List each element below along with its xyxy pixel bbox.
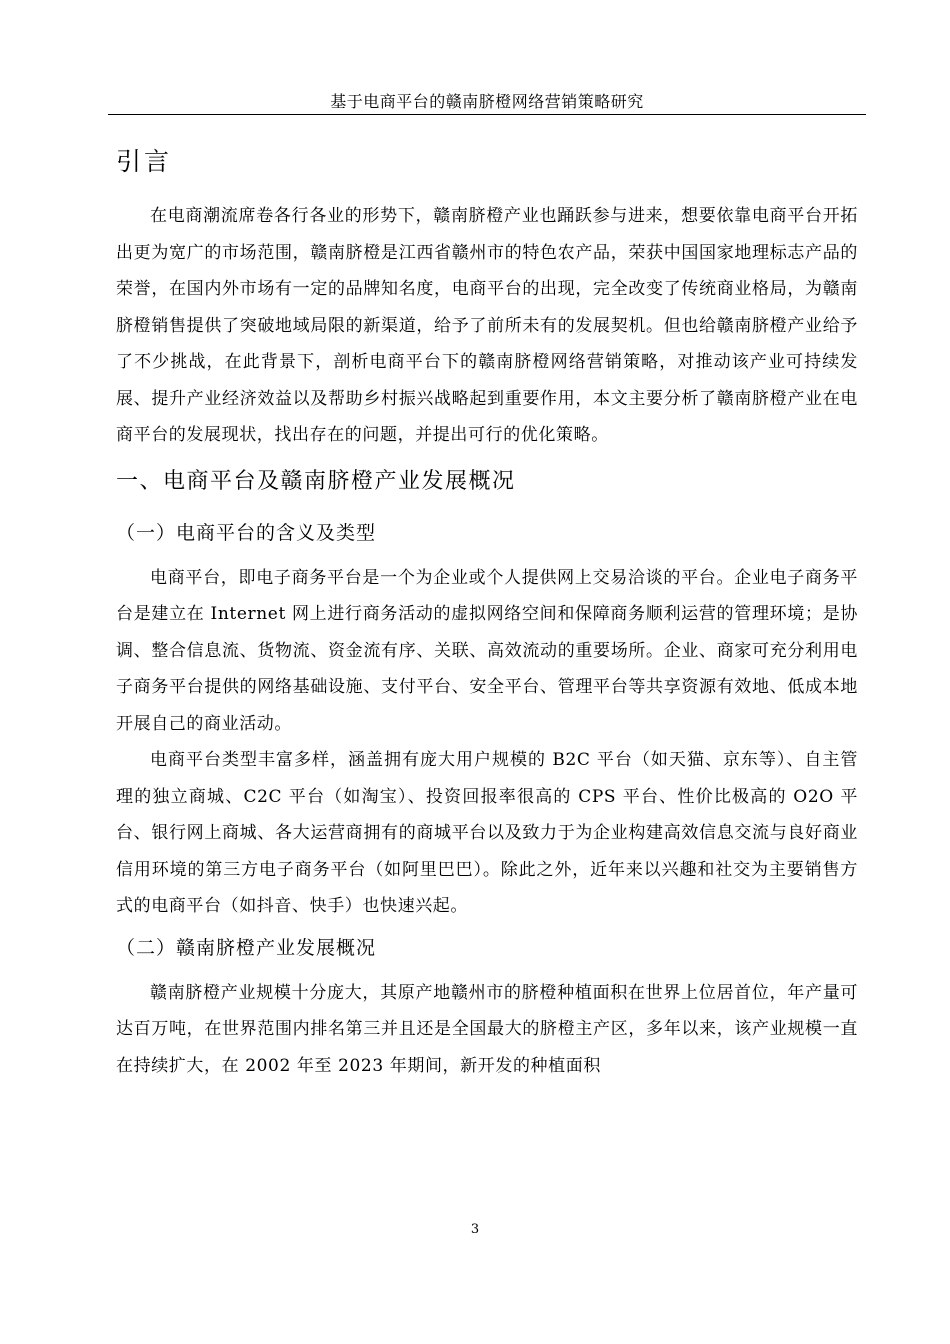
subsection-heading-1: （一）电商平台的含义及类型 <box>116 521 377 544</box>
section-heading-1: 一、电商平台及赣南脐橙产业发展概况 <box>116 468 516 494</box>
subsection-heading-2: （二）赣南脐橙产业发展概况 <box>116 936 377 959</box>
intro-heading: 引言 <box>116 147 173 176</box>
page-body <box>116 140 858 1084</box>
page-number: 3 <box>470 1222 480 1237</box>
intro-paragraph: 在电商潮流席卷各行各业的形势下，赣南脐橙产业也踊跃参与进来，想要依靠电商平台开拓出更为宽广的市场范围，赣南脐橙是江西省赣州市的特色农产品，荣获中国国家地理标志产品的荣誉，在国内外市场有一定的品牌知名度，电商平台的出现，完全改变了传统商业格局，为赣南脐橙销售提供了突破地域局限的新渠道，给予了前所未有的发展契机。但也给赣南脐橙产业给予了不少挑战，在此背景下，剖析电商平台下的赣南脐橙网络营销策略，对推动该产业可持续发展、提升产业经济效益以及帮助乡村振兴战略起到重要作用，本文主要分析了赣南脐橙产业在电商平台的发展现状，找出存在的问题，并提出可行的优化策略。 <box>116 206 858 445</box>
header-divider <box>108 114 866 115</box>
running-header: 基于电商平台的赣南脐橙网络营销策略研究 <box>330 92 644 111</box>
body-paragraph: 赣南脐橙产业规模十分庞大，其原产地赣州市的脐橙种植面积在世界上位居首位，年产量可达百万吨，在世界范围内排名第三并且还是全国最大的脐橙主产区，多年以来，该产业规模一直在持续扩大，在 2002 年至 2023 年期间，新开发的种植面积 <box>116 982 858 1076</box>
body-paragraph: 电商平台类型丰富多样，涵盖拥有庞大用户规模的 B2C 平台（如天猫、京东等）、自主管理的独立商城、C2C 平台（如淘宝）、投资回报率很高的 CPS 平台、性价比极高的 O2O 平台、银行网上商城、各大运营商拥有的商城平台以及致力于为企业构建高效信息交流与良好商业信用环境的第三方电子商务平台（如阿里巴巴）。除此之外，近年来以兴趣和社交为主要销售方式的电商平台（如抖音、快手）也快速兴起。 <box>116 750 858 916</box>
body-paragraph: 电商平台，即电子商务平台是一个为企业或个人提供网上交易洽谈的平台。企业电子商务平台是建立在 Internet 网上进行商务活动的虚拟网络空间和保障商务顺利运营的管理环境；是协调、整合信息流、货物流、资金流有序、关联、高效流动的重要场所。企业、商家可充分利用电子商务平台提供的网络基础设施、支付平台、安全平台、管理平台等共享资源有效地、低成本地开展自己的商业活动。 <box>116 567 858 734</box>
